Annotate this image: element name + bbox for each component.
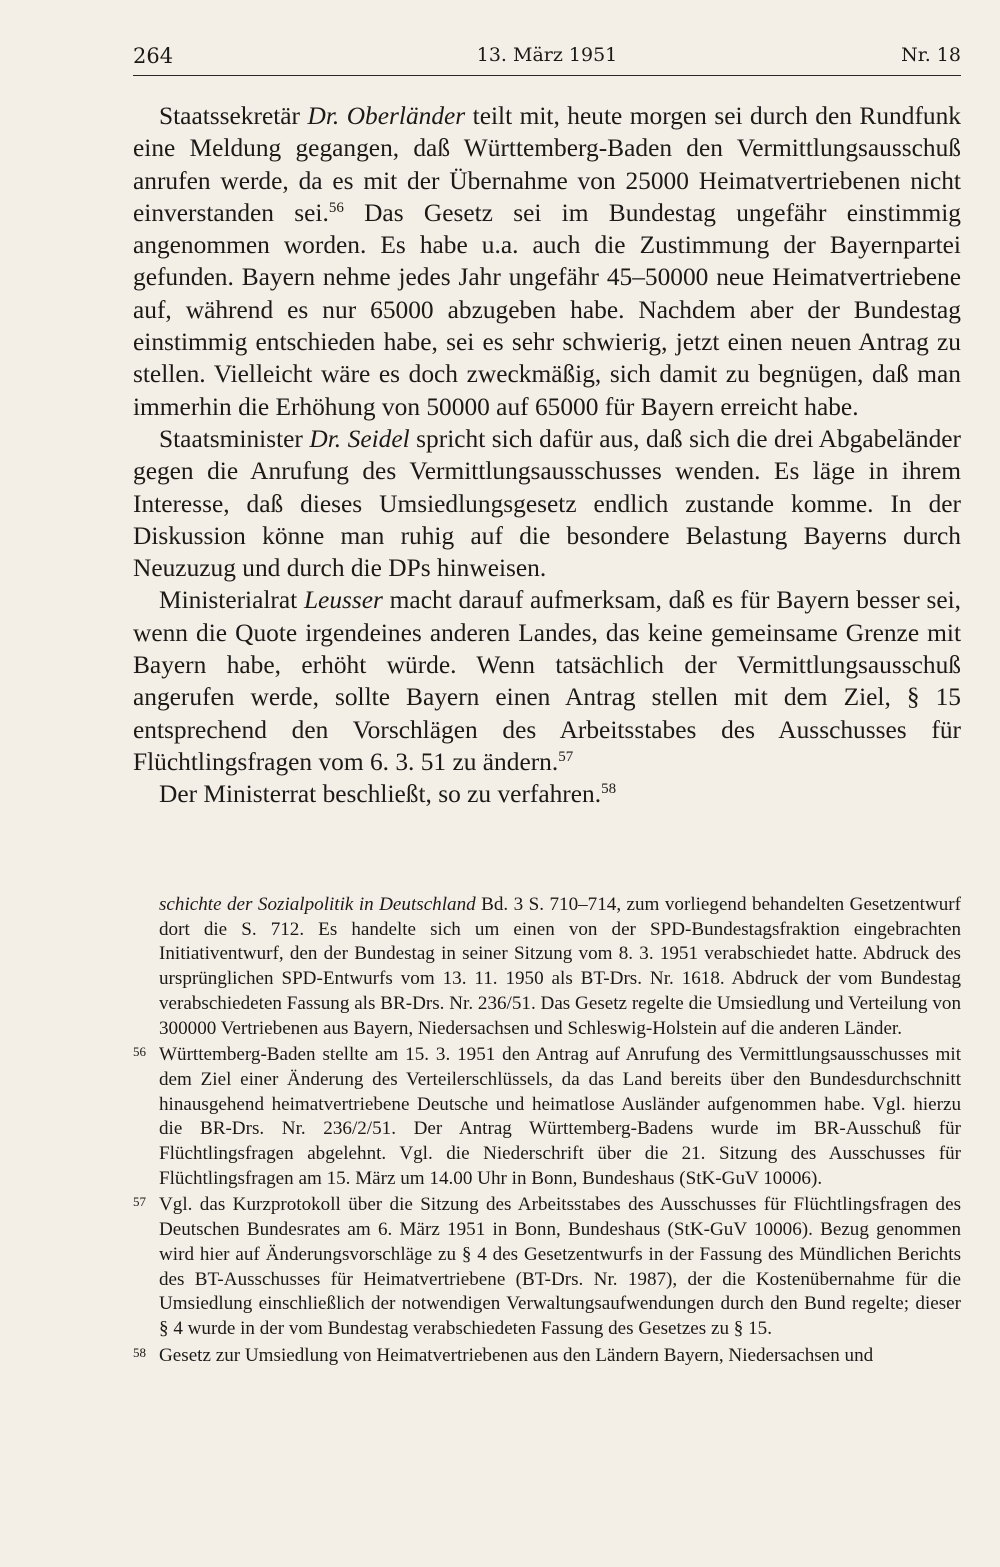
paragraph-leusser [133,584,961,778]
footnote-57 [133,1193,961,1341]
footnote-mark: 57 [133,1194,146,1210]
footnote-text: Württemberg-Baden stellte am 15. 3. 1951 den Antrag auf Anrufung des Vermittlungsausschusses mit dem Ziel einer Änderung des Verteilerschlüssels, da das Land bereits über den Bundesdurchschnitt hinausgehend heimatvertriebene Deutsche und heimatlose Ausländer aufgenommen habe. Vgl. hierzu die BR-Drs. Nr. 236/2/51. Der Antrag Württemberg-Badens wurde im BR-Ausschuß für Flüchtlingsfragen abgelehnt. Vgl. die Niederschrift über die 21. Sitzung des Ausschusses für Flüchtlingsfragen am 15. März um 14.00 Uhr in Bonn, Bundeshaus (StK-GuV 10006). [159,1044,961,1189]
header-rule [133,75,961,76]
text-run: Bd. 3 S. 710–714, zum vorliegend behandelten Gesetzentwurf dort die S. 712. Es handelte sich um einen von der SPD-Bundestagsfraktion eingebrachten Initiativentwurf, den der Bundestag in seiner Sitzung vom 8. 3. 1951 verabschiedet hatte. Abdruck des ursprünglichen SPD-Entwurfs vom 13. 11. 1950 als BT-Drs. Nr. 1618. Abdruck der vom Bundestag verabschiedeten Fassung als BR-Drs. Nr. 236/51. Das Gesetz regelte die Umsiedlung und Verteilung von 300000 Vertriebenen aus Bayern, Niedersachsen und Schleswig-Holstein auf die anderen Länder. [159,894,961,1039]
footnote-mark: 58 [133,1344,146,1360]
footnote-58 [133,1344,961,1369]
main-text [133,100,961,811]
paragraph-oberlaender [133,100,961,423]
text-run: teilt mit, heute morgen sei durch den Rundfunk eine Meldung gegangen, daß Württemberg-Baden den Vermittlungsausschuß anrufen werde, da es mit der Übernahme von 25000 Heimatvertriebenen nicht einverstanden sei. [133,102,961,227]
text-run: Staatssekretär [159,102,308,130]
text-run: Ministerialrat [159,586,304,615]
footnote-text: Vgl. das Kurzprotokoll über die Sitzung des Arbeitsstabes des Ausschusses für Flüchtlingsfragen des Deutschen Bundesrates am 6. März 1951 in Bonn, Bundeshaus (StK-GuV 10006). Bezug genommen wird hier auf Änderungsvorschläge zu § 4 des Gesetzentwurfs in der Fassung des Mündlichen Berichts des BT-Ausschusses für Heimatvertriebene (BT-Drs. Nr. 1987), der die Kostenübernahme für die Umsiedlung einschließlich der notwendigen Verwaltungsaufwendungen durch den Bund regelte; dieser § 4 wurde in der vom Bundestag verabschiedeten Fassung des Gesetzes zu § 15. [159,1194,961,1339]
text-run: macht darauf aufmerksam, daß es für Bayern besser sei, wenn die Quote irgendeines anderen Landes, das keine gemeinsame Grenze mit Bayern habe, erhöht würde. Wenn tatsächlich der Vermittlungsausschuß angerufen werde, sollte Bayern einen Antrag stellen mit dem Ziel, § 15 entsprechend den Vorschlägen des Arbeitsstabes des Ausschusses für Flüchtlingsfragen vom 6. 3. 51 zu ändern. [133,586,961,776]
text-run: Staatsminister [159,424,310,453]
footnote-ref: 58 [601,781,617,798]
book-title: schichte der Sozialpolitik in Deutschland [159,894,476,915]
footnote-text: Gesetz zur Umsiedlung von Heimatvertriebenen aus den Ländern Bayern, Niedersachsen und [159,1344,874,1366]
footnote-mark: 56 [133,1044,146,1060]
header-date: 13. März 1951 [476,44,618,66]
text-run: Der Ministerrat beschließt, so zu verfahren. [159,780,602,809]
speaker-name: Dr. Seidel [309,424,410,453]
footnote-continuation [159,893,961,1041]
footnote-ref: 56 [328,199,344,216]
paragraph-seidel [133,423,961,584]
issue-number: Nr. 18 [901,44,961,66]
running-header [133,40,961,74]
page-number: 264 [133,44,174,68]
footnote-ref: 57 [558,748,574,765]
paragraph-decision [133,778,961,810]
text-run: spricht sich dafür aus, daß sich die drei Abgabeländer gegen die Anrufung des Vermittlungsausschusses wenden. Es läge in ihrem Interesse, daß dieses Umsiedlungsgesetz endlich zustande komme. In der Diskussion könne man ruhig auf die besondere Belastung Bayerns durch Neuzuzug und durch die DPs hinweisen. [133,424,962,583]
footnote-56 [133,1043,961,1191]
footnotes [133,893,961,1368]
speaker-name: Leusser [303,586,383,615]
speaker-name: Dr. Oberländer [307,102,466,130]
text-run: Das Gesetz sei im Bundestag ungefähr einstimmig angenommen worden. Es habe u.a. auch die Zustimmung der Bayernpartei gefunden. Bayern nehme jedes Jahr ungefähr 45–50000 neue Heimatvertriebene auf, während es nur 65000 abzugeben habe. Nachdem aber der Bundestag einstimmig entschieden habe, sei es sehr schwierig, jetzt einen neuen Antrag zu stellen. Vielleicht wäre es doch zweckmäßig, sich damit zu begnügen, daß man immerhin die Erhöhung von 50000 auf 65000 für Bayern erreicht habe. [133,198,961,421]
